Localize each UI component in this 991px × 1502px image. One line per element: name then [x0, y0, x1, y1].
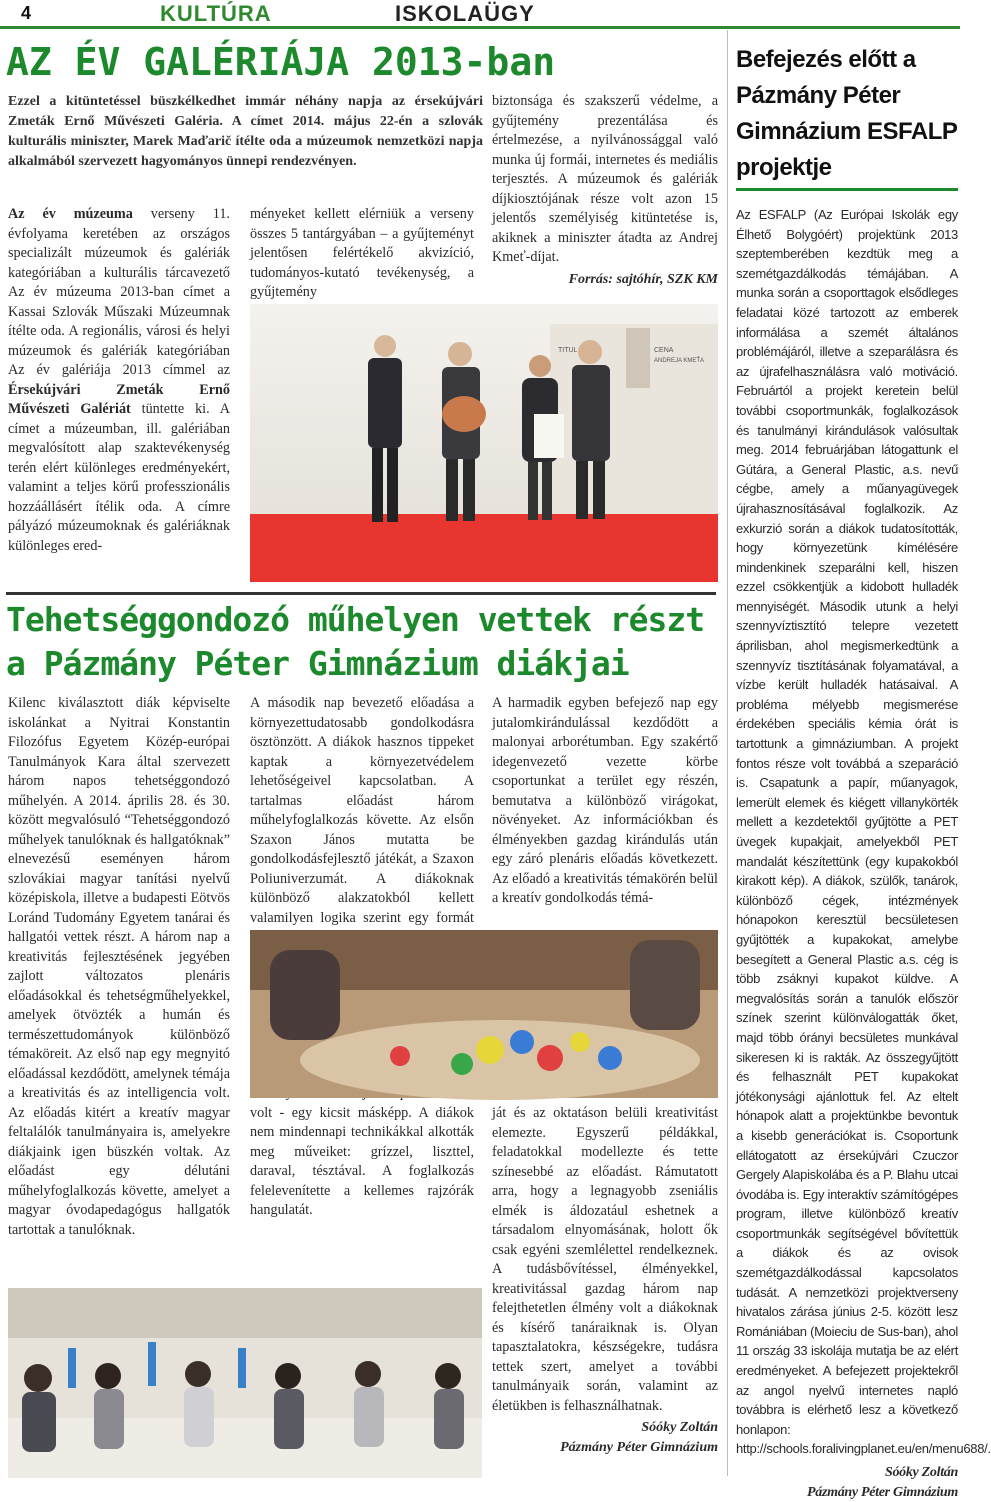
photo-sign-text: ANDREJA KMEŤA — [654, 358, 705, 364]
article-column-1 — [8, 205, 230, 556]
author-organization: Pázmány Péter Gimnázium — [807, 1484, 958, 1500]
author-organization: Pázmány Péter Gimnázium — [560, 1439, 718, 1455]
sidebar-article-text: Az ESFALP (Az Európai Iskolák egy Élhető Bolygóért) projektünk 2013 szeptemberében kezdtük meg a szemétgazdálkodás témájában. A munka során a csoporttagok elsődleges feladatai közé tartozott az emberek informálása a szemét általános problémájáról, illetve a szeparálásra és az újrafelhasználásra való motiváció. Februártól a projekt keretein belül további csoportmunkák, foglalkozások és tanulmányi kirándulások valósultak meg. 2014 februárjában látogattunk el Gútára, a General Plastic, a.s. nevű cégbe, amely a műanyagüvegek újrahasznosításával foglalkozik. Az exkurzió során a diákok tudatosították, hogy környezetünk kímélésére mindenkinek szeparálni kell, hiszen ezzel csökkentjük a kidobott hulladék mennyiségét. Második utunk a helyi szennyvíztisztító telepre vezetett áprilisban, ahol megismerkedtünk a szennyvíz tisztításának folyamatával, a vízbe került hulladék hatásaival. A probléma mélyebb megismerése érdekében speciális kémia órát is tartottunk a gimnáziumban. A projekt fontos része volt továbbá a szeparáció is. Csapatunk a papír, műanyagok, lemerült elemek és kiégett villanykörték mellett a kezdetektől gyűjtötte a PET üvegek kupakjait, amelyekből PET mandalát készítettünk (egy kupakokból kirakott kép). A diákok, szülők, tanárok, különböző cégek, intézmények hónapokon keresztül becsületesen gyűjtötték a kupakokat, amelybe besegített a General Plastic a.s. cég is több zsáknyi kupakot küldve. A megvalósítás során a tanulók először színek szerint különválogatták őket, majd több órányi becsületes munkával sikeresen ki is rakták. Az összegyűjtött és felhasznált PET kupakokat jótékonysági ajánlottuk fel. Az eltelt hónapok alatt a projektünkbe bevontuk a kisebb generációkat is. Csoportunk ellátogatott az érsekújvári Czuczor Gergely Alapiskolába és a P. Blahu utcai óvodába is. Egy interaktív számítógépes program, illetve különböző kreatív csoportmunkák segítségével bővítettük a diákok és az ovisok szemétgazdálkodással kapcsolatos tudását. A nemzetközi projektverseny hivatalos zárása június 2-5. között lesz Romániában (Moieciu de Sus-ban), ahol 11 ország 33 iskolája mutatja be az elért eredményeket. A befejezett projektekről az angol nyelvű internetes napló továbbra is elérhető lesz a következő honlapon: http://schools.foralivingplanet.eu/en/menu688/. — [736, 207, 991, 1457]
article-text: A harmadik egyben befejező nap egy jutalomkirándulással kezdődött a malonyai arborétumban. Egy szakértő idegenvezető vezette körbe csoportunkat a terület egy részén, bemutatva a különböző virágokat, növényeket. Az információkban és élményekben gazdag kirándulás után egy záró plenáris előadás következett. Az előadó a kreativitás témakörén belül a kreatív gondolkodás témá- — [492, 695, 718, 906]
sidebar-title: Befejezés előtt a Pázmány Péter Gimnázium ESFALP projektje — [736, 46, 957, 181]
article-intro-bold: Az év múzeuma — [8, 206, 133, 222]
sidebar-text — [736, 205, 991, 1502]
section-rule — [6, 592, 716, 595]
section-label-culture: KULTÚRA — [160, 1, 272, 26]
section-label-education: ISKOLAÜGY — [395, 1, 535, 26]
photo-sign-text: TITUL — [558, 347, 578, 354]
article-text: verseny 11. évfolyama keretében az országos specializált múzeumok és galériák kategóriában a kulturális tárcavezető Az év múzeuma 2013-ban címet a Kassai Szlovák Műszaki Múzeumnak ítélte oda. A regionális, városi és helyi múzeumok és galériák kategóriában Az év galériája 2013 címmel az — [8, 206, 230, 378]
article-lead: Ezzel a kitüntetéssel büszkélkedhet immár néhány napja az érsekújvári Zmeták Ernő Művészeti Galéria. A címet 2014. május 22-én a szlovák kulturális miniszter, Marek Maďarič ítélte oda a múzeumok nemzetközi napja alkalmából szervezett hagyományos ünnepi rendezvényen. — [8, 94, 483, 169]
article-text: Kilenc kiválasztott diák képviselte iskolánkat a Nyitrai Konstantin Filozófus Egyetem Közép-európai Tanulmányok Kara által szervezett három napos tehetséggondozó műhelyén. A 2014. április 28. és 30. között megvalósuló “Tehetséggondozó műhelyek tanulóknak és hallgatóknak” elnevezésű eseményen három szlovákiai magyar tanítási nyelvű középiskola, illetve a budapesti Eötvös Loránd Tudomány Egyetem tanárai és hallgatói vettek részt. A három nap a kreativitás fejlesztésének jegyében zajlott változatos plenáris előadásokkal és tehetségműhelyekkel, amelyek ötvözték a humán és természettudományok különböző témaköreit. Az első nap egy megnyitó előadással kezdődött, amelynek témája a kreativitás és az intelligencia volt. Az előadás kitért a kreatív magyar feltalálók tanulmányaira is, amelyekre diákjaink igen büszkén voltak. Az előadást egy délutáni műhelyfoglalkozás követte, amelyet a magyar óvodapedagógus hallgatók tartottak a tanulóknak. — [8, 695, 230, 1238]
article-title: AZ ÉV GALÉRIÁJA 2013-ban — [6, 40, 556, 84]
article-column-1 — [8, 694, 230, 1240]
header-rule — [0, 26, 960, 29]
workshop-photo — [250, 930, 718, 1098]
article-source: Forrás: sajtóhír, SZK KM — [568, 271, 718, 287]
article-column-3 — [492, 694, 718, 909]
award-ceremony-photo — [250, 304, 718, 582]
sidebar-divider — [727, 30, 728, 1476]
article-text: tüntette ki. A címet a múzeumban, ill. galériában megvalósított alap szaktevékenység terén elért különleges eredményekért, valamint a teljes körű professzionális hozzáállásért ítélik oda. A címre pályázó múzeumoknak és galériáknak különleges ered- — [8, 401, 230, 554]
photo-sign-text: CENA — [654, 347, 674, 354]
author-name: Sóóky Zoltán — [641, 1420, 718, 1435]
article-title: Tehetséggondozó műhelyen vettek részt a Pázmány Péter Gimnázium diákjai — [6, 600, 705, 683]
author-name: Sóóky Zoltán — [884, 1465, 958, 1480]
article-text: ját és az oktatáson belüli kreativitást elemezte. Egyszerű példákkal, feladatokkal modellezte és tette színesebbé az előadást. Rámutatott arra, hogy a legnagyobb zseniális elmék is áldozatául eshetnek a társadalom elnyomásának, holott ők csak egyéni szemlélettel rendelkeznek. A tudásbővítéssel, élményekkel, kreativitással gazdag három nap felejthetetlen élmény volt a diákoknak és kísérő tanáraiknak is. Olyan tapasztalatokra, készségekre, tudásra tettek szert, amelyet a további tanulmányaik során, valamint az életükben is felhasználhatnak. — [492, 1105, 718, 1414]
article-bold-name: Érsekújvári Zmeták Ernő Művészeti Galériát — [8, 381, 230, 417]
students-photo — [8, 1288, 482, 1478]
article-column-3-continued — [492, 1104, 718, 1457]
article-text: biztonsága és szakszerű védelme, a gyűjtemény prezentálása és értelmezése, a nyilvánossággal való munka új formái, internetes és mediális terjesztés. A múzeumok és galériák díjkiosztójának része volt azon 15 jelentős személyiség kitüntetése is, akiknek a miniszter átadta az Andrej Kmeť-díjat. — [492, 93, 718, 265]
article-column-2 — [250, 205, 474, 303]
page-number: 4 — [14, 2, 38, 24]
article-text: ményeket kellett elérniük a verseny összes 5 tantárgyában – a gyűjteményt jelentősen felértékelő akvizíció, tudományos-kutató tevékenység, a gyűjtemény — [250, 206, 474, 300]
article-text: A második nap bevezető előadása a környezettudatosabb gondolkodásra ösztönzött. A diákok hasznos tippeket kaptak a környezetvédelem lehetőségeivel kapcsolatban. A tartalmas előadást három műhelyfoglalkozás követte. Az elsőn Szaxon János mutatta be gondolkodásfejlesztő játékát, a Szaxon Poliuniverzumát. A diákoknak különböző alakzatokból kellett valamilyen logika szerint egy formát volt - egy kicsit másképp. A diákok nem mindennapi technikákkal alkották meg műveiket: grízzel, liszttel, daraval, tésztával. A foglalkozás felelevenítette a kellemes rajzórák hangulatát. — [250, 695, 474, 1218]
sidebar-title-rule — [736, 188, 958, 191]
article-column-3 — [492, 92, 718, 289]
